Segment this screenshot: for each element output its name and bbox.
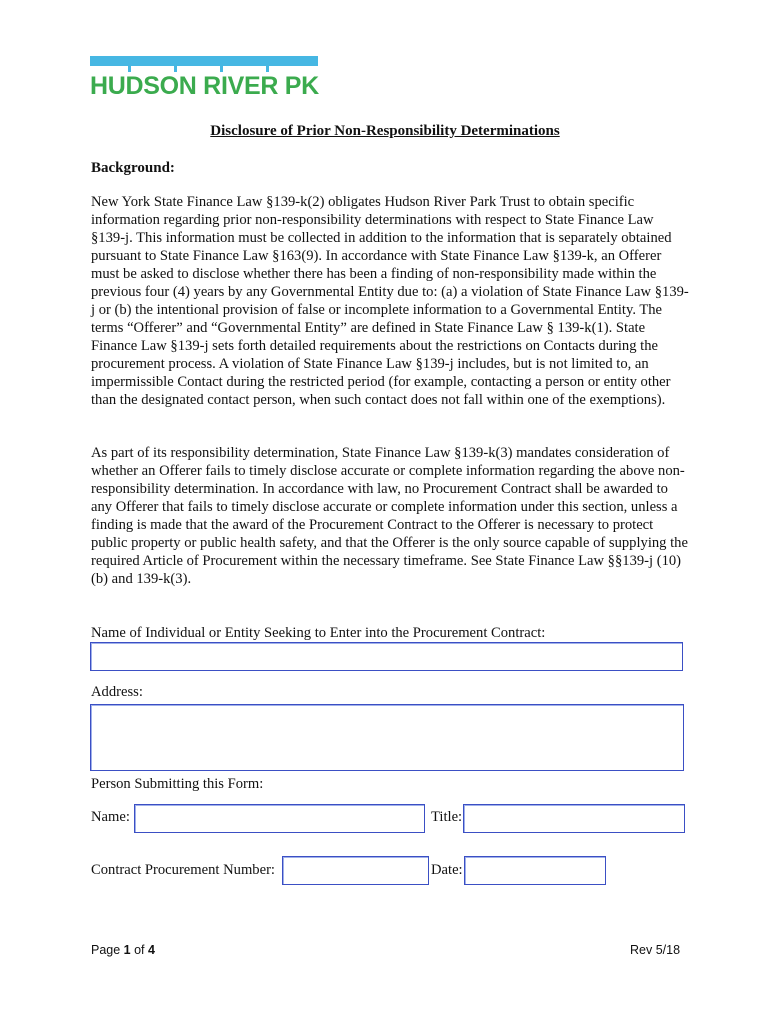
background-paragraph-2: As part of its responsibility determination, State Finance Law §139-k(3) mandates consideration of whether an Offerer fails to timely disclose accurate or complete information regarding the above non-responsibility determination. In accordance with law, no Procurement Contract shall be awarded to any Offerer that fails to timely disclose accurate or complete information under this section, unless a finding is made that the award of the Procurement Contract to the Offerer is necessary to protect public property or public health safety, and that the Offerer is the only source capable of supplying the required Article of Procurement within the necessary timeframe. See State Finance Law §§139-j (10)(b) and 139-k(3). [91, 445, 688, 587]
document-title: Disclosure of Prior Non-Responsibility Determinations [210, 123, 560, 139]
entity-name-label: Name of Individual or Entity Seeking to Enter into the Procurement Contract: [91, 625, 546, 641]
revision-label: Rev 5/18 [630, 943, 681, 957]
entity-name-field[interactable] [90, 642, 683, 671]
name-field[interactable] [134, 804, 425, 833]
page-total: 4 [148, 943, 155, 957]
background-heading: Background: [91, 160, 175, 176]
contract-number-label: Contract Procurement Number: [91, 862, 275, 878]
page-prefix: Page [91, 943, 124, 957]
logo-bar [90, 56, 318, 66]
date-label: Date: [431, 862, 463, 878]
background-paragraph-1: New York State Finance Law §139-k(2) obligates Hudson River Park Trust to obtain specific information regarding prior non-responsibility determinations with respect to State Finance Law §139-j. This information must be collected in addition to the information that is separately obtained pursuant to State Finance Law §163(9). In accordance with State Finance Law §139-k, an Offerer must be asked to disclose whether there has been a finding of non-responsibility made within the previous four (4) years by any Governmental Entity due to: (a) a violation of State Finance Law §139-j or (b) the intentional provision of false or incomplete information to a Governmental Entity. The terms “Offerer” and “Governmental Entity” are defined in State Finance Law § 139-k(1). State Finance Law §139-j sets forth detailed requirements about the restrictions on Contacts during the procurement process. A violation of State Finance Law §139-j includes, but is not limited to, an impermissible Contact during the restricted period (for example, contacting a person or entity other than the designated contact person, when such contact does not fall within one of the exemptions). [91, 194, 689, 408]
page-of: of [130, 943, 148, 957]
page-number [91, 943, 155, 957]
hudson-river-park-logo [90, 56, 318, 100]
name-label: Name: [91, 809, 130, 825]
logo-text: HUDSON RIVER PK [90, 72, 319, 100]
title-label: Title: [431, 809, 463, 825]
address-field[interactable] [90, 704, 684, 771]
page-current: 1 [123, 943, 131, 957]
title-field[interactable] [463, 804, 685, 833]
address-label: Address: [91, 684, 143, 700]
person-submitting-label: Person Submitting this Form: [91, 776, 264, 792]
date-field[interactable] [464, 856, 606, 885]
contract-number-field[interactable] [282, 856, 429, 885]
